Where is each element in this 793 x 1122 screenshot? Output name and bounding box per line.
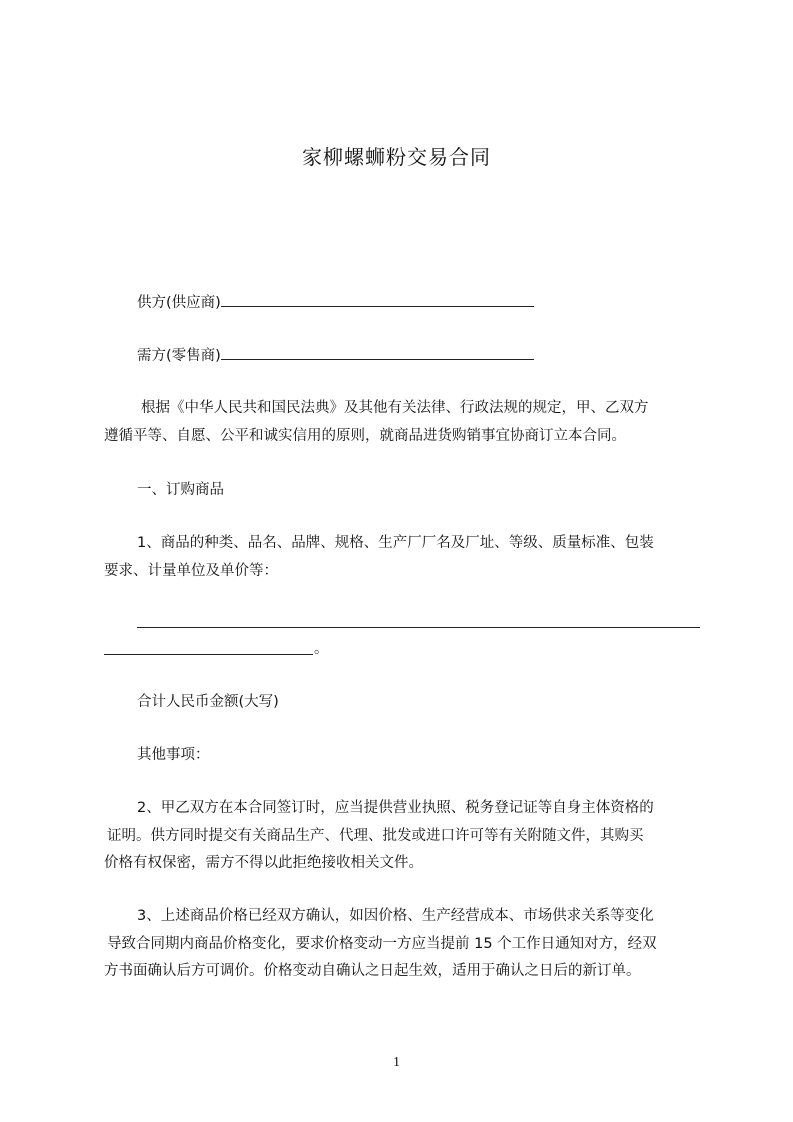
preamble-line-2: 遵循平等、自愿、公平和诚实信用的原则，就商品进货购销事宜协商订立本合同。 xyxy=(104,428,626,444)
item1-line-1: 1、商品的种类、品名、品牌、规格、生产厂厂名及厂址、等级、质量标准、包装 xyxy=(137,535,654,551)
item2-line-1: 2、甲乙双方在本合同签订时，应当提供营业执照、税务登记证等自身主体资格的 xyxy=(137,800,654,816)
item2-line-3: 价格有权保密，需方不得以此拒绝接收相关文件。 xyxy=(104,855,423,871)
supplier-row xyxy=(137,291,534,313)
total-amount-label: 合计人民币金额(大写) xyxy=(137,694,279,710)
section-heading-goods: 一、订购商品 xyxy=(137,482,224,498)
item3-line-2: 导致合同期内商品价格变化，要求价格变动一方应当提前 15 个工作日通知对方，经双 xyxy=(107,936,657,952)
item3-line-3: 方书面确认后方可调价。价格变动自确认之日起生效，适用于确认之日后的新订单。 xyxy=(104,963,641,979)
other-matters-label: 其他事项： xyxy=(137,747,210,763)
contract-title: 家柳螺蛳粉交易合同 xyxy=(302,145,491,169)
buyer-blank[interactable] xyxy=(221,344,534,360)
supplier-blank[interactable] xyxy=(221,291,534,307)
buyer-label: 需方(零售商) xyxy=(137,348,221,364)
preamble-line-1: 根据《中华人民共和国民法典》及其他有关法律、行政法规的规定，甲、乙双方 xyxy=(141,400,649,416)
supplier-label: 供方(供应商) xyxy=(137,295,221,311)
goods-fill-end: 。 xyxy=(314,641,329,657)
item2-line-2: 证明。供方同时提交有关商品生产、代理、批发或进口许可等有关附随文件，其购买 xyxy=(107,828,644,844)
goods-fill-line-1[interactable] xyxy=(137,627,700,628)
item1-line-2: 要求、计量单位及单价等： xyxy=(104,563,278,579)
item3-line-1: 3、上述商品价格已经双方确认，如因价格、生产经营成本、市场供求关系等变化 xyxy=(137,908,654,924)
page-number: 1 xyxy=(393,1055,400,1070)
goods-fill-line-2[interactable] xyxy=(104,654,313,655)
buyer-row xyxy=(137,344,534,366)
